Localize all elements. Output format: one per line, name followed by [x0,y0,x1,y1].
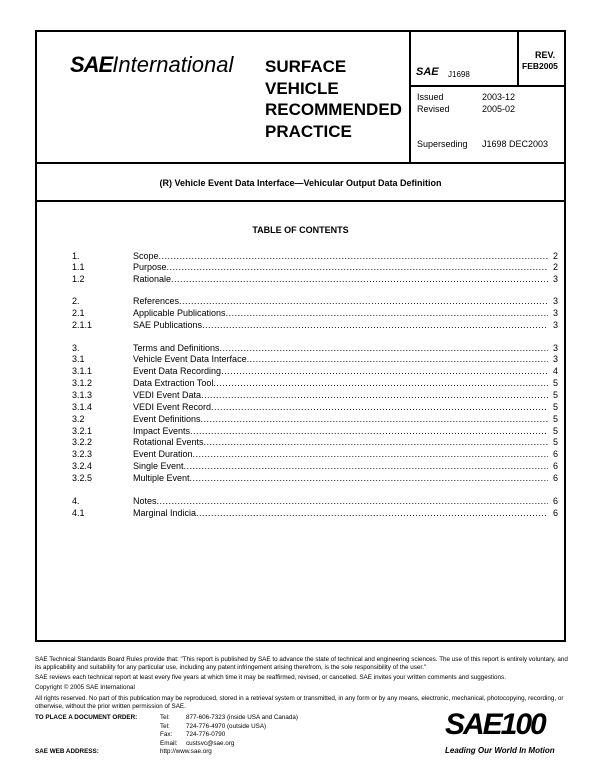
web-label: SAE WEB ADDRESS: [35,748,99,755]
toc-page: 5 [552,390,558,400]
toc-number: 3.1.3 [72,390,93,400]
toc-page: 6 [552,449,558,459]
revised-label: Revised [417,104,450,114]
divider [35,200,566,202]
toc-number: 3.1 [72,354,85,364]
toc-page: 6 [552,496,558,506]
toc-entry[interactable] [72,473,558,485]
toc-title: Scope ..... [133,251,548,261]
toc-entry[interactable] [72,274,558,286]
revised-date: 2005-02 [482,104,516,114]
fax-label: Fax: [160,731,173,738]
toc-title: Rationale ..... [133,274,548,284]
toc-number: 3.2.2 [72,437,93,447]
order-label: TO PLACE A DOCUMENT ORDER: [35,714,138,721]
toc-title: SAE Publications ..... [133,320,548,330]
toc-number: 1.1 [72,262,85,272]
sae100-logo: SAE100 [445,708,545,741]
superseding-value: J1698 DEC2003 [482,139,549,149]
toc-entry[interactable] [72,508,558,520]
email-label: Email: [160,740,178,747]
toc-title: Marginal Indicia ..... [133,508,548,518]
footer-review: SAE reviews each technical report at least every five years at which time it may be reaffirmed, revised, or cancelled. SAE invites your written comments and suggestions. [35,674,506,681]
toc-page: 5 [552,378,558,388]
toc-entry[interactable] [72,449,558,461]
toc-number: 1. [72,251,80,261]
toc-title: Terms and Definitions ..... [133,343,548,353]
toc-title: Multiple Event ..... [133,473,548,483]
rev-label: REV. [535,50,556,60]
toc-number: 3.1.2 [72,378,93,388]
web-link[interactable]: http://www.sae.org [160,748,212,755]
fax: 724-776-0790 [186,731,226,738]
toc-title: Rotational Events ..... [133,437,548,447]
toc-entry[interactable] [72,308,558,320]
toc-title: References ..... [133,296,548,306]
toc-page: 2 [552,251,558,261]
toc-number: 2.1.1 [72,320,93,330]
toc-page: 3 [552,343,558,353]
toc-number: 2. [72,296,80,306]
toc-title: Event Duration ..... [133,449,548,459]
divider [409,85,566,87]
toc-page: 3 [552,274,558,284]
footer-copyright: Copyright © 2005 SAE International [35,684,135,691]
rev-date: FEB2005 [522,61,558,71]
toc-entry[interactable] [72,320,558,332]
toc-title: Single Event ..... [133,461,548,471]
doc-number: J1698 [448,70,470,79]
toc-title: Purpose ..... [133,262,548,272]
toc-title: Data Extraction Tool ..... [133,378,548,388]
toc-title: Applicable Publications ..... [133,308,548,318]
toc-number: 3.2.1 [72,426,93,436]
footer-rules: SAE Technical Standards Board Rules provide that: "This report is published by SAE to advance the state of technical and engineering sciences. The use of this report is entirely voluntary, and its applicability and suitability for any particular use, including any patent infringement arising therefrom, is the sole responsibility of the user." [35,656,568,671]
toc-number: 4.1 [72,508,85,518]
toc-page: 5 [552,402,558,412]
sae-logo: SAEInternational [70,52,234,77]
toc-page: 4 [552,366,558,376]
toc-entry[interactable] [72,366,558,378]
toc-heading: TABLE OF CONTENTS [252,225,349,235]
toc-entry[interactable] [72,496,558,508]
toc-title: Vehicle Event Data Interface ..... [133,354,548,364]
document-type: SURFACE VEHICLE RECOMMENDED PRACTICE [265,57,402,141]
toc-title: Event Definitions ..... [133,414,548,424]
issued-date: 2003-12 [482,92,516,102]
toc-title: Impact Events ..... [133,426,548,436]
toc-title: VEDI Event Data ..... [133,390,548,400]
issued-label: Issued [417,92,444,102]
toc-entry[interactable] [72,296,558,308]
toc-title: VEDI Event Record ..... [133,402,548,412]
tel2-label: Tel: [160,723,170,730]
tel1: 877-606-7323 (inside USA and Canada) [186,714,299,721]
toc-page: 5 [552,437,558,447]
tagline: Leading Our World In Motion [445,746,555,755]
divider [517,30,519,86]
toc-title: Notes ..... [133,496,548,506]
tel2: 724-776-4970 (outside USA) [186,723,267,730]
toc-number: 2.1 [72,308,85,318]
toc-page: 3 [552,354,558,364]
toc-entry[interactable] [72,354,558,366]
divider [35,162,566,164]
superseding-label: Superseding [417,139,468,149]
toc-page: 5 [552,414,558,424]
divider [409,30,411,163]
toc-number: 3.1.4 [72,402,93,412]
toc-page: 3 [552,308,558,318]
footer-rights: All rights reserved. No part of this publication may be reproduced, stored in a retrieval system or transmitted, in any form or by any means, electronic, mechanical, photocopying, recording, or otherwise, without the prior written permission of SAE. [35,695,564,710]
toc-page: 6 [552,473,558,483]
toc-page: 6 [552,461,558,471]
toc-page: 3 [552,320,558,330]
toc-number: 3.2.4 [72,461,93,471]
toc-number: 3. [72,343,80,353]
sae-small-logo: SAE [416,66,439,78]
toc-entry[interactable] [72,262,558,274]
toc-entry[interactable] [72,378,558,390]
toc-page: 5 [552,426,558,436]
email-link[interactable]: custsvc@sae.org [186,740,235,747]
toc-number: 4. [72,496,80,506]
toc-entry[interactable] [72,461,558,473]
toc-page: 6 [552,508,558,518]
toc-page: 3 [552,296,558,306]
toc-number: 3.2.5 [72,473,93,483]
toc-number: 3.2.3 [72,449,93,459]
toc-number: 3.1.1 [72,366,93,376]
tel1-label: Tel: [160,714,170,721]
toc-title: Event Data Recording ..... [133,366,548,376]
toc-number: 1.2 [72,274,85,284]
toc-entry[interactable] [72,402,558,414]
document-title: (R) Vehicle Event Data Interface—Vehicular Output Data Definition [159,178,442,188]
toc-entry[interactable] [72,437,558,449]
toc-entry[interactable] [72,390,558,402]
toc-page: 2 [552,262,558,272]
toc-entry[interactable] [72,414,558,426]
toc-number: 3.2 [72,414,85,424]
